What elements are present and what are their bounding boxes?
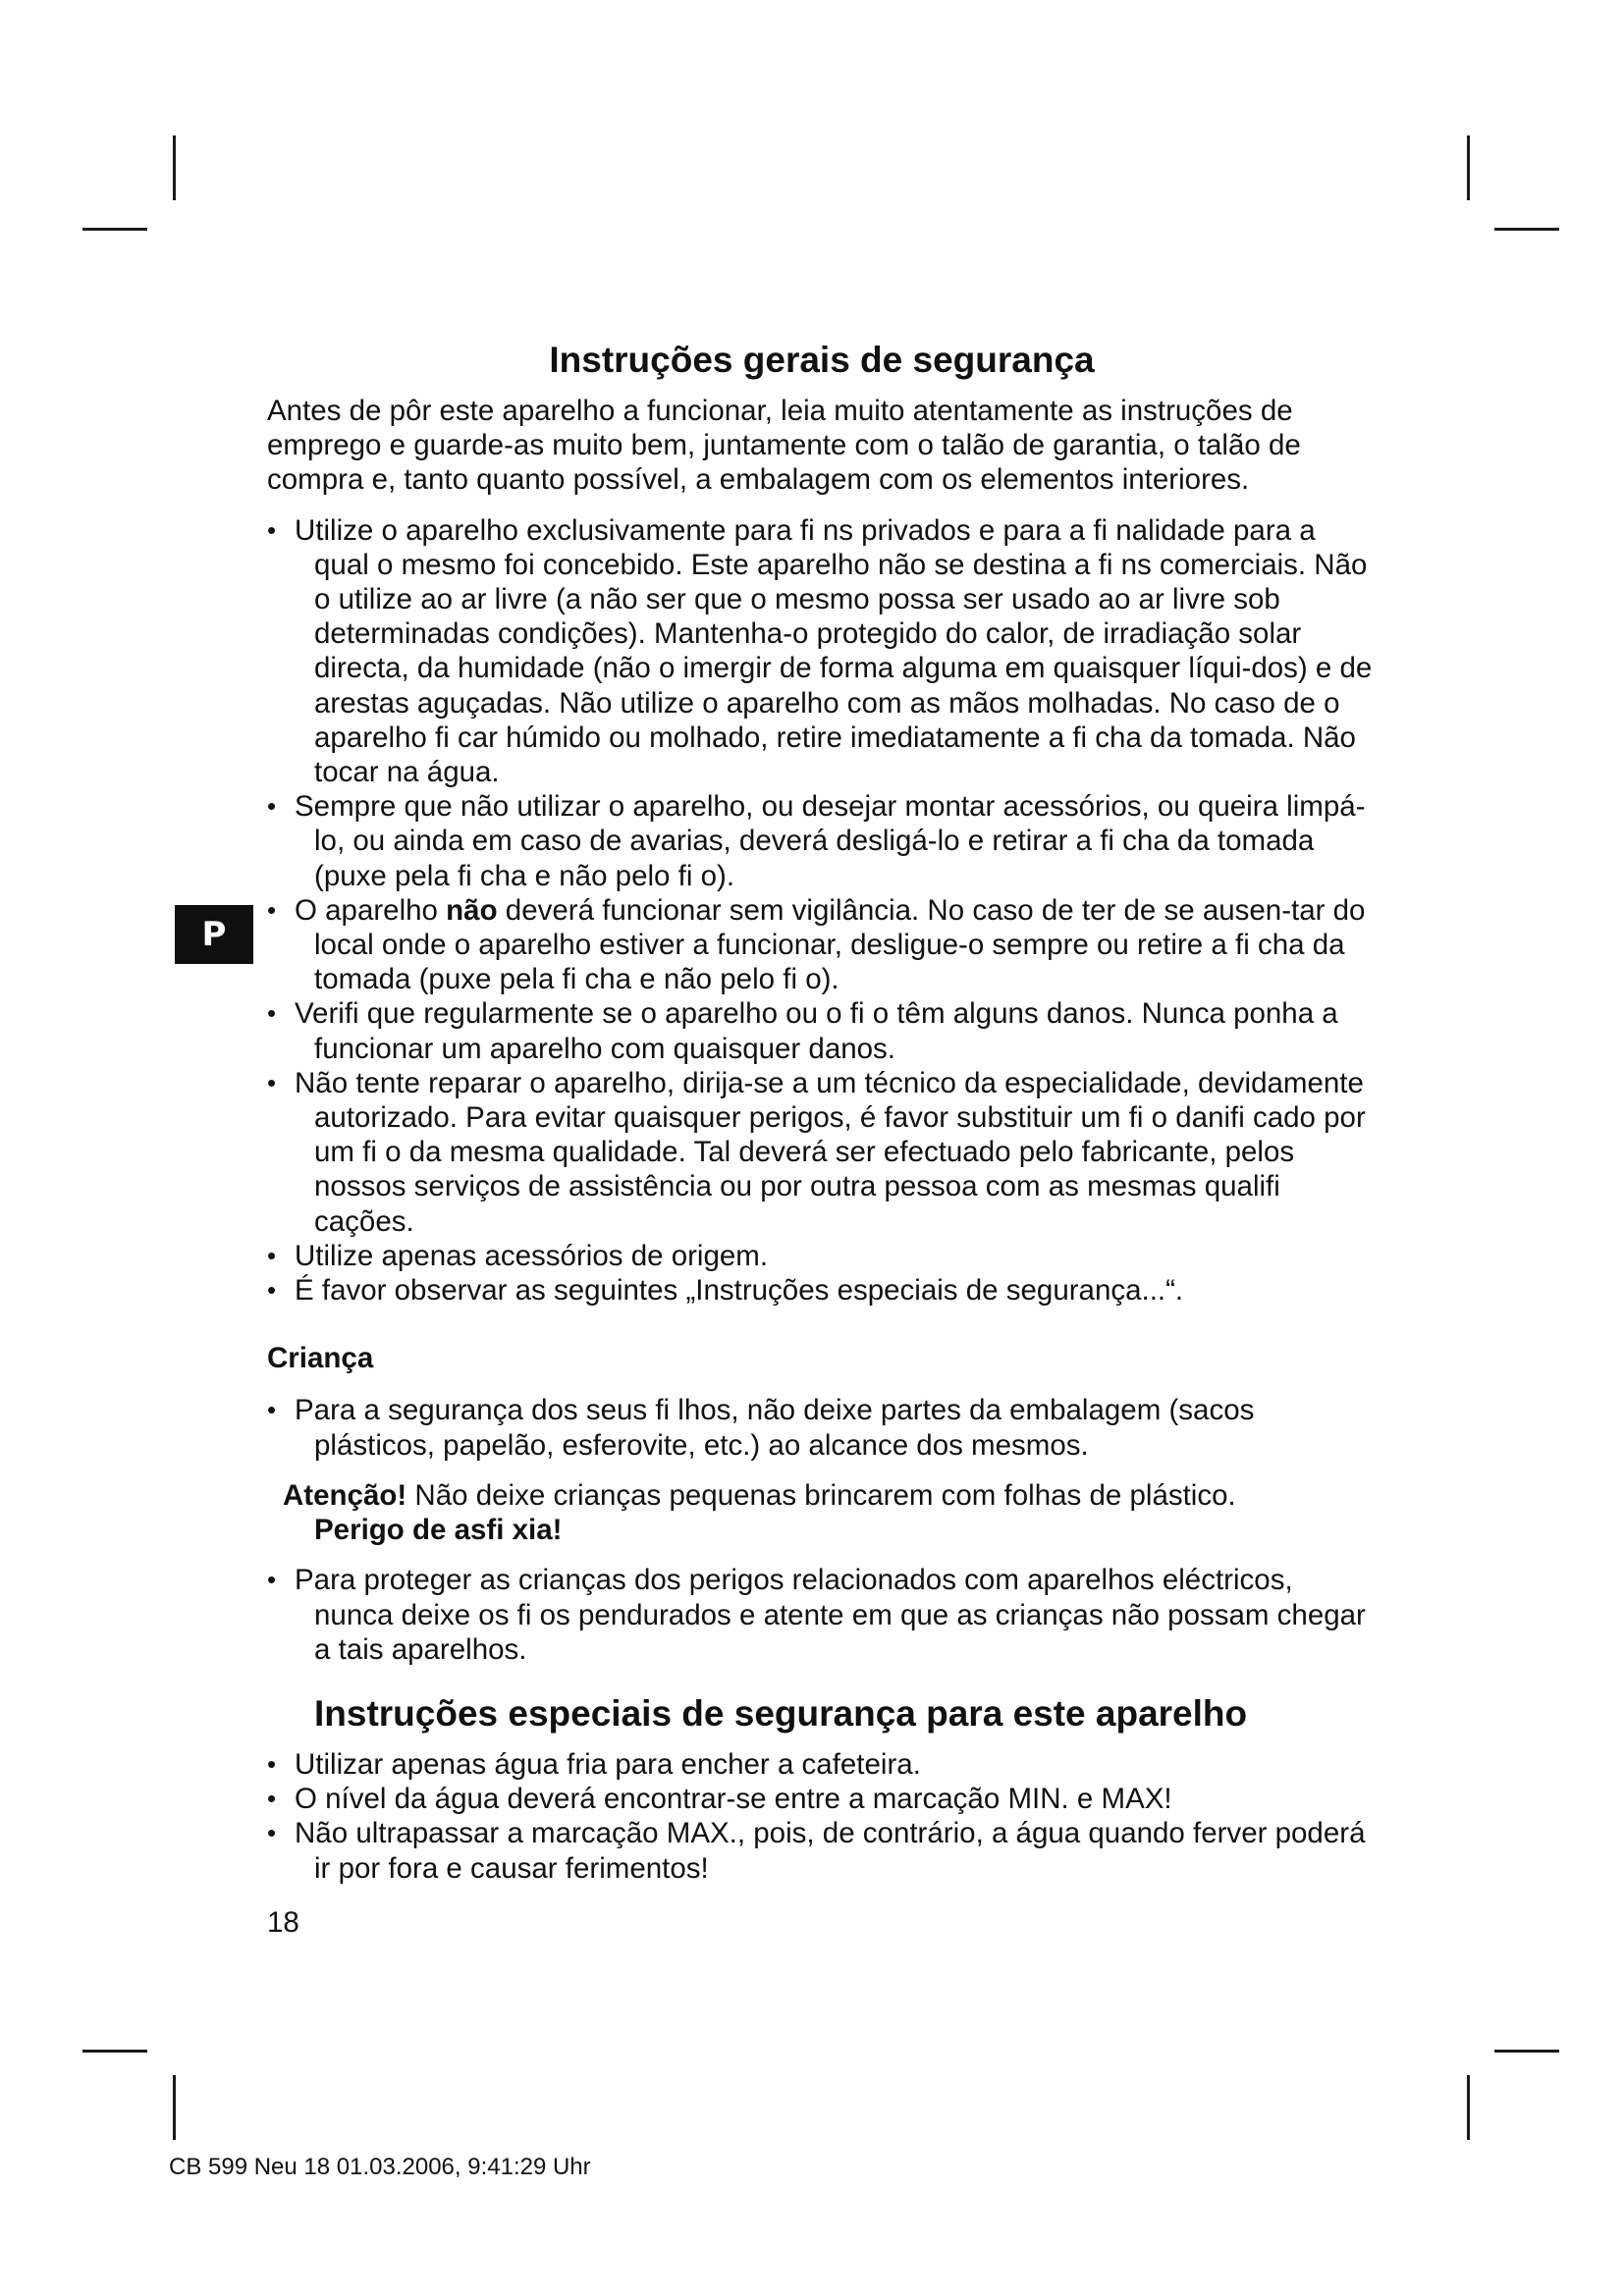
list-item: • Sempre que não utilizar o aparelho, ou desejar montar acessórios, ou queira limpá-lo, ou ainda em caso de avarias, deverá desligá-lo e retirar a fi cha da tomada (puxe pela fi cha e não pelo fi o).	[267, 789, 1377, 893]
list-item: • Não ultrapassar a marcação MAX., pois, de contrário, a água quando ferver poderá ir por fora e causar ferimentos!	[267, 1816, 1377, 1885]
page-number: 18	[267, 1905, 299, 1939]
list-item: • Para proteger as crianças dos perigos relacionados com aparelhos eléctricos, nunca deixe os fi os pendurados e atente em que as crianças não possam chegar a tais aparelhos.	[267, 1563, 1377, 1667]
special-safety-list	[267, 1747, 1377, 1886]
warning-label: Atenção!	[283, 1478, 407, 1512]
warning-danger: Perigo de asfi xia!	[314, 1514, 563, 1547]
intro-paragraph: Antes de pôr este aparelho a funcionar, leia muito atentamente as instruções de emprego e guarde-as muito bem, juntamente com o talão de garantia, o talão de compra e, tanto quanto possível, a embalagem com os elementos interiores.	[267, 395, 1301, 497]
list-item: • Utilizar apenas água fria para encher a cafeteira.	[267, 1747, 1377, 1782]
list-item-text-post: deverá funcionar sem vigilância. No caso de ter de se ausen-tar do local onde o aparelho estiver a funcionar, desligue-o sempre ou retire a fi cha da tomada (puxe pela fi cha e não pelo fi o).	[314, 893, 1366, 996]
section-title-general-safety: Instruções gerais de segurança	[549, 340, 1095, 380]
crop-mark-bottom-left-horizontal	[82, 2050, 147, 2053]
general-safety-list	[267, 513, 1377, 1308]
warning-text: Não deixe crianças pequenas brincarem com folhas de plástico.	[406, 1478, 1236, 1512]
crop-mark-top-right-vertical	[1467, 135, 1470, 200]
list-item: • Verifi que regularmente se o aparelho ou o fi o têm alguns danos. Nunca ponha a funcionar um aparelho com quaisquer danos.	[267, 996, 1377, 1065]
page-content	[267, 339, 1377, 1940]
list-item: • Utilize o aparelho exclusivamente para fi ns privados e para a fi nalidade para a qual o mesmo foi concebido. Este aparelho não se destina a fi ns comerciais. Não o utilize ao ar livre (a não ser que o mesmo possa ser usado ao ar livre sob determinadas condições). Mantenha-o protegido do calor, de irradiação solar directa, da humidade (não o imergir de forma alguma em quaisquer líqui-dos) e de arestas aguçadas. Não utilize o aparelho com as mãos molhadas. No caso de o aparelho fi car húmido ou molhado, retire imediatamente a fi cha da tomada. Não tocar na água.	[267, 513, 1377, 790]
crop-mark-top-left-horizontal	[82, 228, 147, 231]
child-section-heading: Criança	[267, 1342, 374, 1375]
print-footer: CB 599 Neu 18 01.03.2006, 9:41:29 Uhr	[169, 2154, 591, 2180]
section-title-special-safety: Instruções especiais de segurança para este aparelho	[314, 1692, 1248, 1734]
language-tab	[175, 905, 253, 964]
crop-mark-bottom-right-horizontal	[1494, 2050, 1559, 2053]
language-tab-label: P	[201, 915, 227, 954]
list-item: • O nível da água deverá encontrar-se entre a marcação MIN. e MAX!	[267, 1782, 1377, 1816]
crop-mark-bottom-right-vertical	[1467, 2075, 1470, 2140]
list-item: • Utilize apenas acessórios de origem.	[267, 1239, 1377, 1273]
list-item-text-pre: O aparelho	[295, 893, 447, 927]
list-item	[267, 893, 1377, 997]
list-item: • É favor observar as seguintes „Instruções especiais de segurança...“.	[267, 1273, 1377, 1308]
list-item: • Para a segurança dos seus fi lhos, não deixe partes da embalagem (sacos plásticos, papelão, esferovite, etc.) ao alcance dos mesmos.	[267, 1393, 1377, 1462]
child-list-1	[267, 1393, 1377, 1462]
child-list-2	[267, 1563, 1377, 1667]
crop-mark-bottom-left-vertical	[173, 2075, 176, 2140]
warning-note	[267, 1478, 1377, 1547]
crop-mark-top-left-vertical	[173, 135, 176, 200]
crop-mark-top-right-horizontal	[1494, 228, 1559, 231]
list-item-text-bold: não	[446, 893, 498, 927]
list-item: • Não tente reparar o aparelho, dirija-se a um técnico da especialidade, devidamente autorizado. Para evitar quaisquer perigos, é favor substituir um fi o danifi cado por um fi o da mesma qualidade. Tal deverá ser efectuado pelo fabricante, pelos nossos serviços de assistência ou por outra pessoa com as mesmas qualifi cações.	[267, 1066, 1377, 1239]
